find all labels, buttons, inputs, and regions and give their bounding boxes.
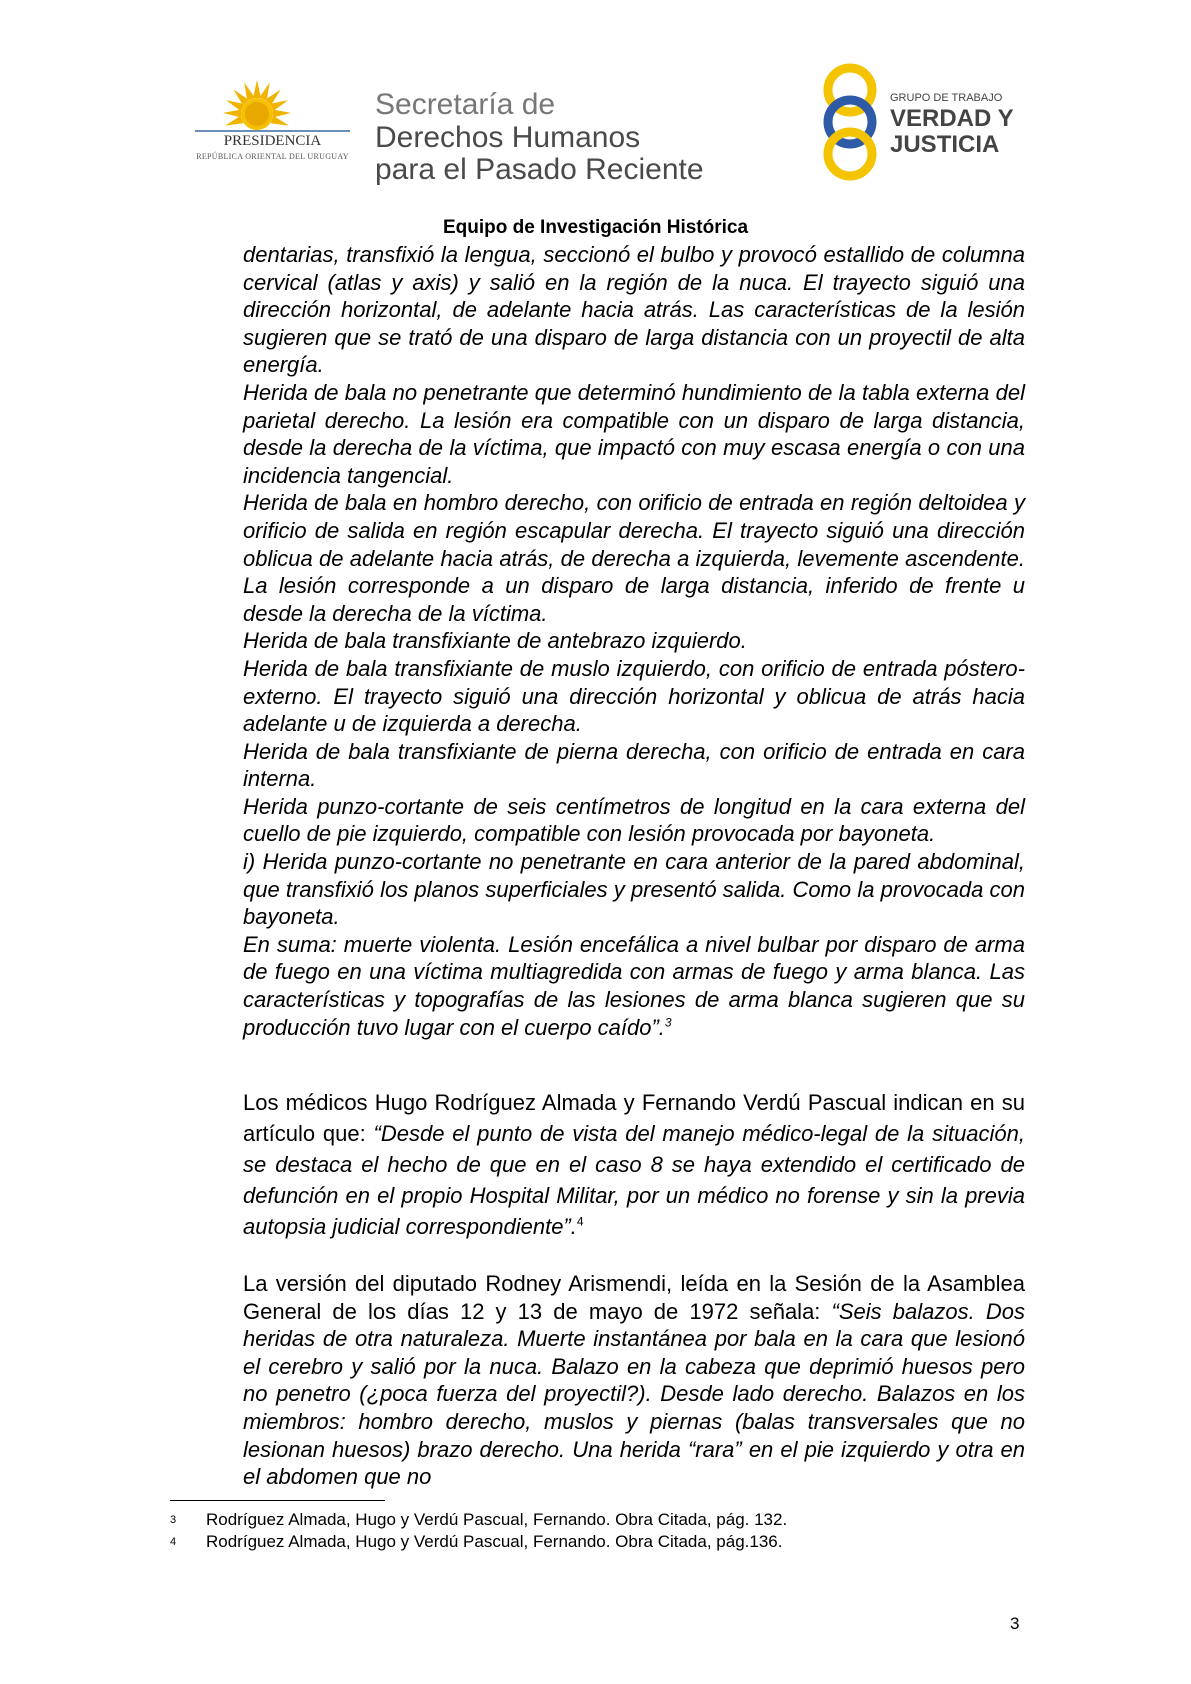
quote-paragraph-last — [243, 931, 1025, 1041]
footnote-separator — [170, 1500, 385, 1501]
paragraph-quote: “Seis balazos. Dos heridas de otra naturaleza. Muerte instantánea por bala en la cara que lesionó el cerebro y salió por la nuca. Balazo en la cabeza que deprimió huesos pero no penetro (¿poca fuerza del proyectil?). Desde lado derecho. Balazos en los miembros: hombro derecho, muslos y piernas (balas transversales que no lesionan huesos) brazo derecho. Una herida “rara” en el pie izquierdo y otra en el abdomen que no — [243, 1298, 1025, 1490]
quote-paragraph: dentarias, transfixió la lengua, seccionó el bulbo y provocó estallido de columna cervical (atlas y axis) y salió en la región de la nuca. El trayecto siguió una dirección horizontal, de adelante hacia atrás. Las características de la lesión sugieren que se trató de una disparo de larga distancia con un proyectil de alta energía. — [243, 242, 1025, 378]
presidencia-logo — [195, 80, 350, 180]
quoted-autopsy-block — [243, 241, 1025, 1041]
paragraph-arismendi — [243, 1270, 1025, 1491]
footnote-4 — [170, 1531, 782, 1553]
footnote-number: 3 — [170, 1514, 177, 1526]
linked-rings-icon — [810, 62, 890, 182]
quote-text: En suma: muerte violenta. Lesión encefálica a nivel bulbar por disparo de arma de fuego en una víctima multiagredida con armas de fuego y arma blanca. Las características y topografías de las lesiones de arma blanca sugieren que su producción tuvo lugar con el cuerpo caído”. — [243, 931, 1025, 1040]
footnote-text: Rodríguez Almada, Hugo y Verdú Pascual, Fernando. Obra Citada, pág.136. — [206, 1532, 783, 1551]
footnote-ref-4[interactable]: 4 — [576, 1214, 584, 1229]
verdad-justicia-logo — [810, 62, 1020, 182]
footnote-text: Rodríguez Almada, Hugo y Verdú Pascual, Fernando. Obra Citada, pág. 132. — [206, 1510, 788, 1529]
sun-emblem-icon — [195, 80, 350, 180]
quote-paragraph: Herida de bala en hombro derecho, con orificio de entrada en región deltoidea y orificio de salida en región escapular derecha. El trayecto siguió una dirección oblicua de adelante hacia atrás, de derecha a izquierda, levemente ascendente. La lesión corresponde a un disparo de larga distancia, inferido de frente u desde la derecha de la víctima. — [243, 490, 1025, 626]
quote-paragraph: Herida de bala transfixiante de antebrazo izquierdo. — [243, 628, 747, 654]
secretaria-line1: Secretaría de — [375, 88, 556, 121]
secretaria-logo-text — [375, 88, 704, 186]
secretaria-line2: Derechos Humanos — [375, 121, 641, 154]
footnote-3 — [170, 1509, 787, 1531]
presidencia-subtitle: REPÚBLICA ORIENTAL DEL URUGUAY — [196, 152, 349, 161]
secretaria-line3: para el Pasado Reciente — [375, 153, 704, 186]
paragraph-lead: La versión del diputado Rodney Arismendi, leída en la Sesión de la Asamblea General de los días 12 y 13 de mayo de 1972 señala: — [243, 1271, 1025, 1324]
paragraph-quote: “Desde el punto de vista del manejo médico-legal de la situación, se destaca el hecho de que en el caso 8 se haya extendido el certificado de defunción en el propio Hospital Militar, por un médico no forense y sin la previa autopsia judicial correspondiente”. — [243, 1121, 1026, 1239]
page-header — [0, 0, 1191, 238]
quote-paragraph: Herida punzo-cortante de seis centímetros de longitud en la cara externa del cuello de pie izquierdo, compatible con lesión provocada por bayoneta. — [243, 793, 1025, 847]
grupo-line3: JUSTICIA — [890, 131, 1000, 158]
page-number: 3 — [1010, 1614, 1020, 1633]
presidencia-name: PRESIDENCIA — [223, 133, 322, 149]
quote-paragraph: Herida de bala transfixiante de pierna derecha, con orificio de entrada en cara interna. — [243, 738, 1025, 792]
footnote-ref-3[interactable]: 3 — [664, 1015, 672, 1030]
footnote-number: 4 — [170, 1536, 177, 1548]
quote-paragraph: Herida de bala transfixiante de muslo izquierdo, con orificio de entrada póstero-externo. El trayecto siguió una dirección horizontal y oblicua de atrás hacia adelante u de izquierda a derecha. — [243, 655, 1025, 737]
quote-paragraph: i) Herida punzo-cortante no penetrante en cara anterior de la pared abdominal, que transfixió los planos superficiales y presentó salida. Como la provocada con bayoneta. — [243, 849, 1025, 930]
quote-paragraph: Herida de bala no penetrante que determinó hundimiento de la tabla externa del parietal derecho. La lesión era compatible con un disparo de larga distancia, desde la derecha de la víctima, que impactó con muy escasa energía o con una incidencia tangencial. — [243, 379, 1025, 488]
grupo-line2: VERDAD Y — [890, 105, 1014, 132]
grupo-line1: GRUPO DE TRABAJO — [890, 92, 1003, 104]
team-title: Equipo de Investigación Histórica — [442, 217, 749, 238]
paragraph-lead: Los médicos Hugo Rodríguez Almada y Fernando Verdú Pascual indican en su artículo que: — [243, 1090, 1025, 1146]
paragraph-medicos — [243, 1087, 1025, 1242]
